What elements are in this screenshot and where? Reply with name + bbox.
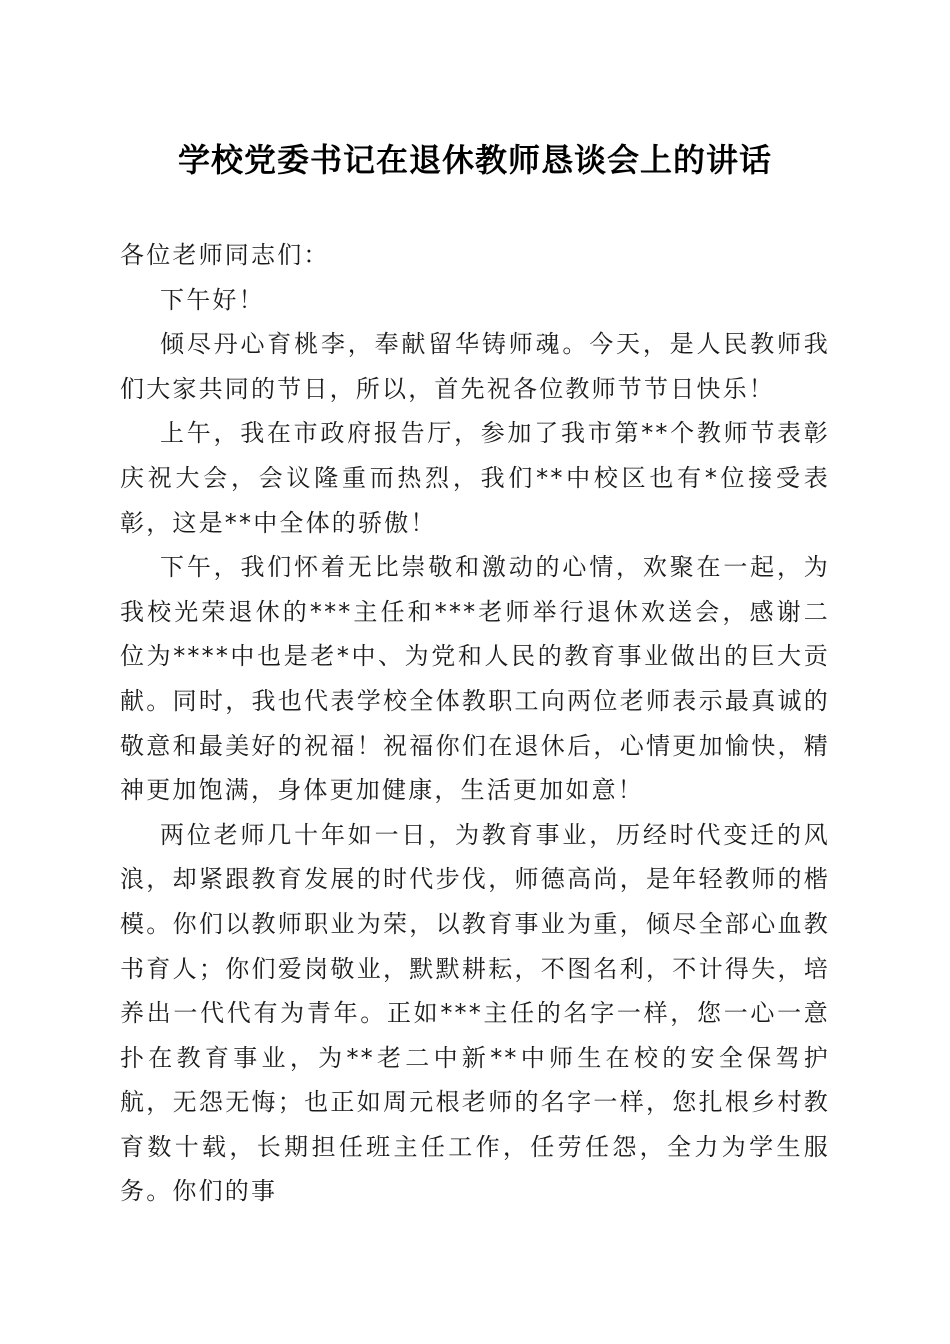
paragraph: 上午，我在市政府报告厅，参加了我市第**个教师节表彰庆祝大会，会议隆重而热烈，我们**中校区也有*位接受表彰，这是**中全体的骄傲！: [120, 419, 830, 537]
document-body: [120, 233, 830, 1214]
paragraph: 两位老师几十年如一日，为教育事业，历经时代变迁的风浪，却紧跟教育发展的时代步伐，师德高尚，是年轻教师的楷模。你们以教师职业为荣，以教育事业为重，倾尽全部心血教书育人；你们爱岗敬业，默默耕耘，不图名利，不计得失，培养出一代代有为青年。正如***主任的名字一样，您一心一意扑在教育事业，为**老二中新**中师生在校的安全保驾护航，无怨无悔；也正如周元根老师的名字一样，您扎根乡村教育数十载，长期担任班主任工作，任劳任怨，全力为学生服务。你们的事: [120, 820, 830, 1206]
paragraph: 下午，我们怀着无比崇敬和激动的心情，欢聚在一起，为我校光荣退休的***主任和***老师举行退休欢送会，感谢二位为****中也是老*中、为党和人民的教育事业做出的巨大贡献。同时，我也代表学校全体教职工向两位老师表示最真诚的敬意和最美好的祝福！祝福你们在退休后，心情更加愉快，精神更加饱满，身体更加健康，生活更加如意！: [120, 553, 830, 805]
greeting: 下午好！: [160, 285, 265, 314]
paragraph: 倾尽丹心育桃李，奉献留华铸师魂。今天，是人民教师我们大家共同的节日，所以，首先祝各位教师节节日快乐！: [120, 330, 830, 403]
salutation: 各位老师同志们：: [120, 241, 330, 269]
document-title: 学校党委书记在退休教师恳谈会上的讲话: [177, 141, 772, 179]
